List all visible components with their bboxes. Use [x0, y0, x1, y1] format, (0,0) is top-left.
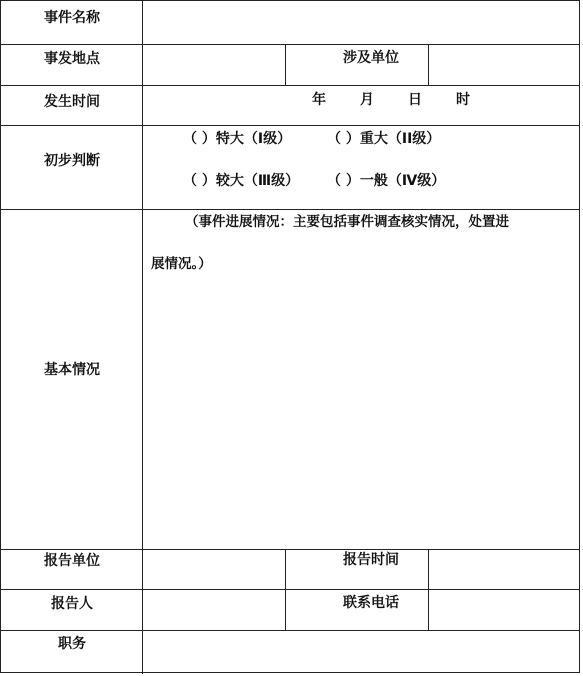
basic-situation-label: 基本情况 — [44, 362, 100, 378]
checkbox-paren: （ ） — [183, 131, 216, 147]
position-label: 职务 — [58, 636, 86, 652]
level-option-extreme[interactable] — [183, 132, 291, 146]
involved-unit-label: 涉及单位 — [343, 50, 399, 66]
level-option-major[interactable] — [327, 132, 440, 146]
event-name-label: 事件名称 — [44, 10, 100, 26]
report-time-field[interactable] — [429, 550, 579, 589]
level-option-text: 重大（II级） — [359, 131, 441, 147]
location-field[interactable] — [143, 45, 285, 85]
report-time-label: 报告时间 — [343, 552, 399, 568]
involved-unit-field[interactable] — [429, 45, 579, 85]
year-unit: 年 — [312, 92, 326, 108]
basic-situation-hint-line1: （事件进展情况：主要包括事件调查核实情况，处置进 — [185, 214, 509, 230]
reporter-label: 报告人 — [51, 596, 93, 612]
report-unit-field[interactable] — [143, 550, 285, 589]
hour-unit: 时 — [456, 92, 470, 108]
column-divider — [285, 44, 286, 85]
contact-phone-label: 联系电话 — [343, 595, 399, 611]
row-divider — [1, 85, 579, 86]
level-option-large[interactable] — [183, 174, 299, 188]
checkbox-paren: （ ） — [327, 173, 360, 189]
report-unit-label: 报告单位 — [44, 553, 100, 569]
level-option-text: 较大（Ⅲ级） — [215, 173, 300, 189]
preliminary-judgment-label: 初步判断 — [44, 153, 100, 169]
contact-phone-field[interactable] — [429, 590, 579, 630]
level-option-text: 一般（Ⅳ级） — [359, 173, 446, 189]
location-label: 事发地点 — [44, 51, 100, 67]
position-field[interactable] — [143, 631, 579, 673]
month-unit: 月 — [360, 92, 374, 108]
day-unit: 日 — [408, 92, 422, 108]
reporter-field[interactable] — [143, 590, 285, 630]
occurrence-time-label: 发生时间 — [44, 94, 100, 110]
level-option-general[interactable] — [327, 174, 445, 188]
column-divider — [285, 549, 286, 630]
checkbox-paren: （ ） — [327, 131, 360, 147]
checkbox-paren: （ ） — [183, 173, 216, 189]
basic-situation-hint-line2: 展情况。） — [151, 256, 212, 272]
row-divider — [1, 125, 579, 126]
level-option-text: 特大（I级） — [215, 131, 292, 147]
event-name-field[interactable] — [143, 1, 579, 44]
